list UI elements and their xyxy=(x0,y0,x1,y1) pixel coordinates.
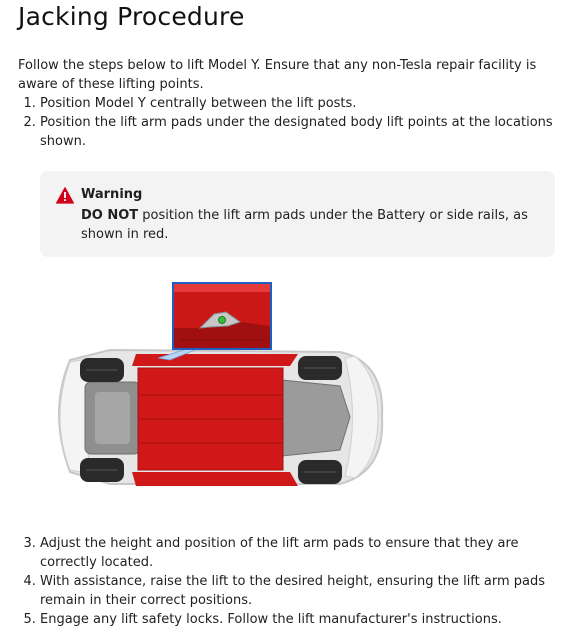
lift-point-callout xyxy=(173,283,271,349)
steps-list-2 xyxy=(18,534,568,629)
front-subframe xyxy=(282,380,350,456)
steps-list-1 xyxy=(18,94,568,151)
warning-callout xyxy=(40,171,555,257)
side-rail-right xyxy=(132,472,298,486)
vehicle-underbody-diagram xyxy=(40,282,385,502)
page-title: Jacking Procedure xyxy=(18,2,245,31)
step-item: 5. Engage any lift safety locks. Follow the lift manufacturer's instructions. xyxy=(40,610,568,629)
lift-point-marker xyxy=(219,317,226,324)
warning-message: position the lift arm pads under the Battery or side rails, as shown in red. xyxy=(81,208,528,242)
step-item: 1. Position Model Y centrally between the lift posts. xyxy=(40,94,568,113)
step-item: 3. Adjust the height and position of the lift arm pads to ensure that they are correctly located. xyxy=(40,534,568,572)
intro-paragraph: Follow the steps below to lift Model Y. Ensure that any non-Tesla repair facility is aware of these lifting points. xyxy=(18,58,537,92)
warning-triangle-icon xyxy=(56,187,74,204)
step-item: 2. Position the lift arm pads under the designated body lift points at the locations shown. xyxy=(40,113,568,151)
step-item: 4. With assistance, raise the lift to the desired height, ensuring the lift arm pads remain in their correct positions. xyxy=(40,572,568,610)
warning-title: Warning xyxy=(81,187,143,202)
warning-emphasis: DO NOT xyxy=(81,208,139,223)
warning-text xyxy=(81,206,541,244)
side-rail-left xyxy=(132,354,298,366)
